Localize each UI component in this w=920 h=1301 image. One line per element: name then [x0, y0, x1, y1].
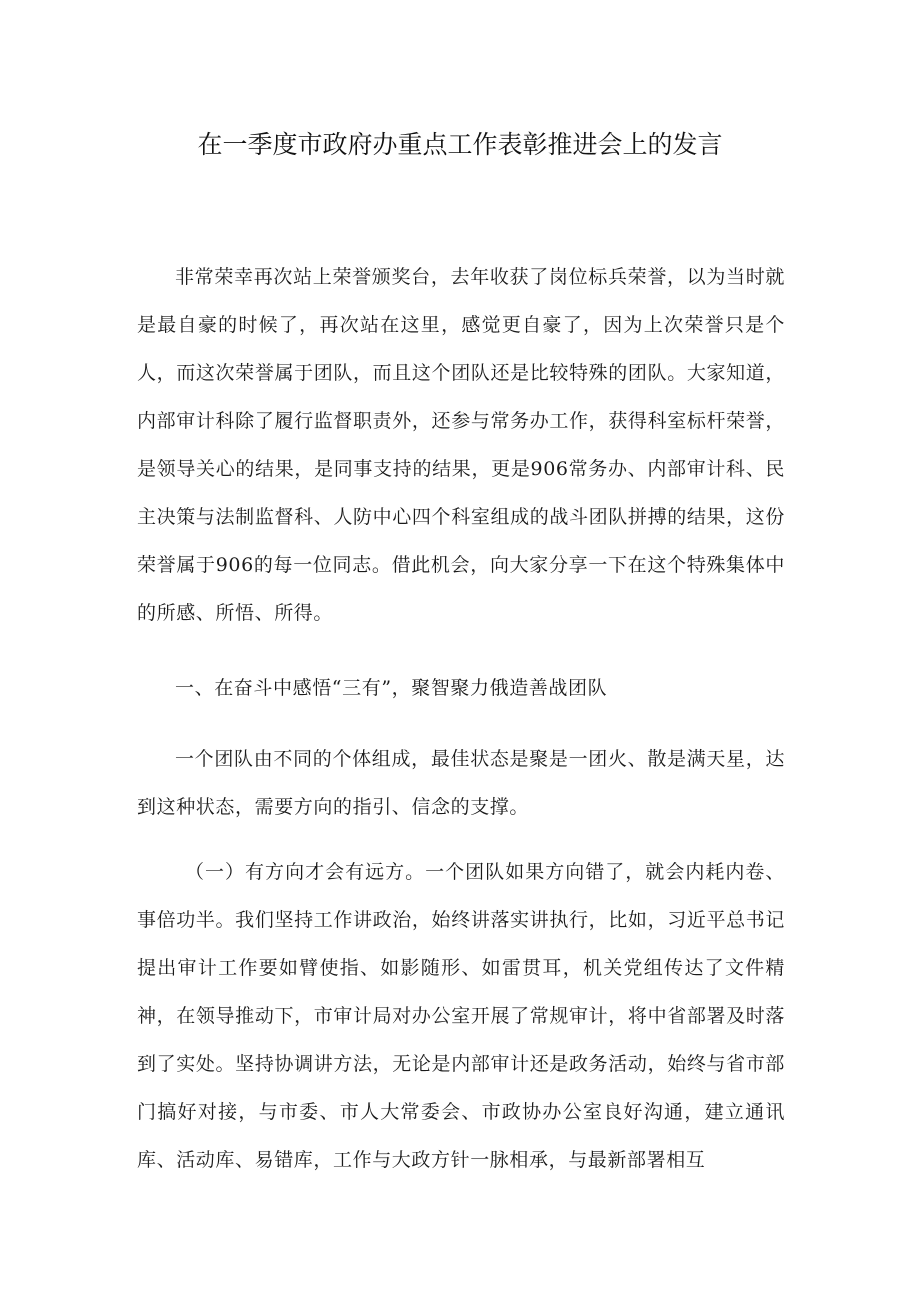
document-title: 在一季度市政府办重点工作表彰推进会上的发言: [197, 130, 723, 159]
paragraph-team: 一个团队由不同的个体组成，最佳状态是聚是一团火、散是满天星，达到这种状态，需要方向的指引、信念的支撑。: [137, 748, 785, 818]
paragraph-intro: 非常荣幸再次站上荣誉颁奖台，去年收获了岗位标兵荣誉，以为当时就是最自豪的时候了，再次站在这里，感觉更自豪了，因为上次荣誉只是个人，而这次荣誉属于团队，而且这个团队还是比较特殊的团队。大家知道，内部审计科除了履行监督职责外，还参与常务办工作，获得科室标杆荣誉，是领导关心的结果，是同事支持的结果，更是906常务办、内部审计科、民主决策与法制监督科、人防中心四个科室组成的战斗团队拼搏的结果，这份荣誉属于906的每一位同志。借此机会，向大家分享一下在这个特殊集体中的所感、所悟、所得。: [137, 266, 785, 624]
section-heading-1: 一、在奋斗中感悟“三有”，聚智聚力俄造善战团队: [175, 677, 608, 699]
paragraph-direction: （一）有方向才会有远方。一个团队如果方向错了，就会内耗内卷、事倍功半。我们坚持工作讲政治，始终讲落实讲执行，比如，习近平总书记提出审计工作要如臂使指、如影随形、如雷贯耳，机关党组传达了文件精神，在领导推动下，市审计局对办公室开展了常规审计，将中省部署及时落到了实处。坚持协调讲方法，无论是内部审计还是政务活动，始终与省市部门搞好对接，与市委、市人大常委会、市政协办公室良好沟通，建立通讯库、活动库、易错库，工作与大政方针一脉相承，与最新部署相互: [137, 861, 785, 1171]
